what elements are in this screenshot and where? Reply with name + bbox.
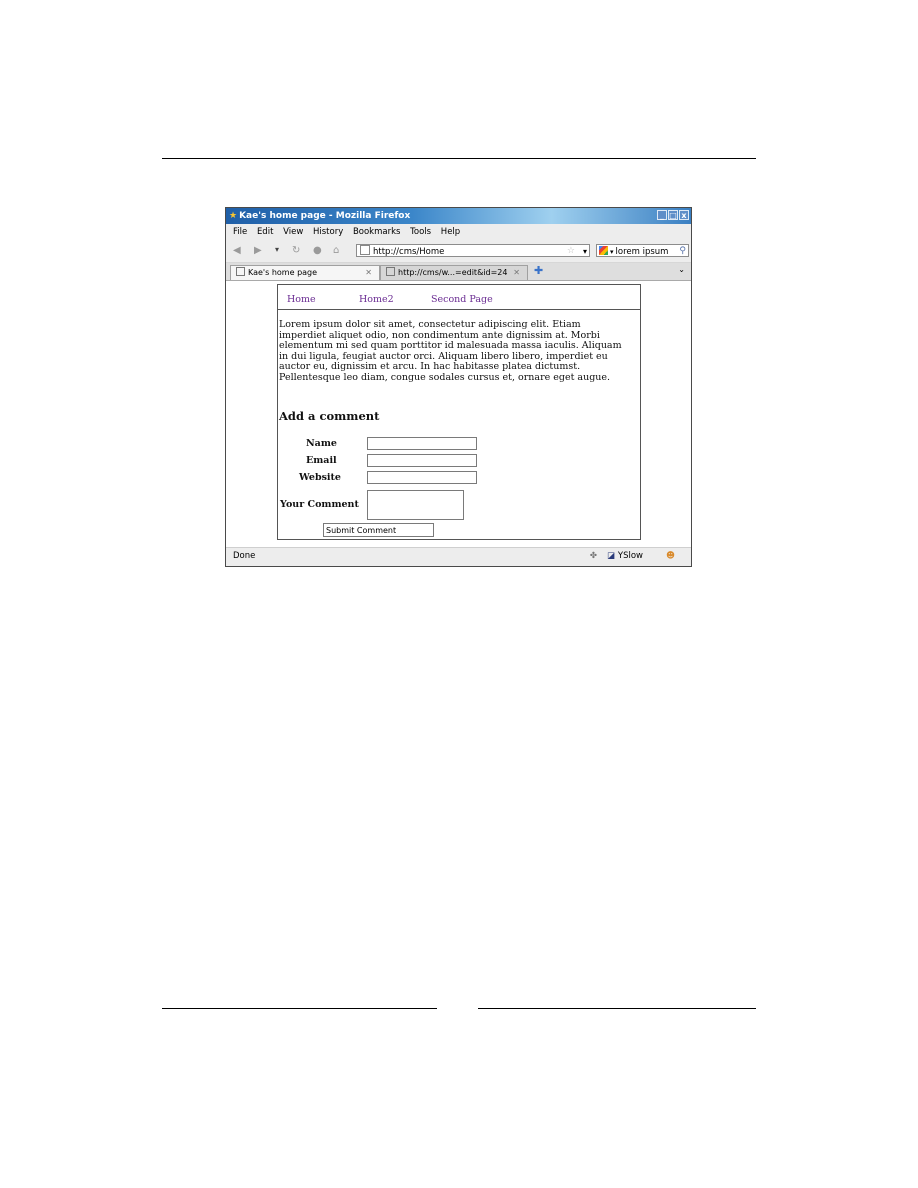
- firefox-icon: ★: [229, 211, 238, 221]
- comment-textarea[interactable]: [367, 490, 464, 520]
- search-icon[interactable]: ⚲: [679, 246, 686, 256]
- new-tab-icon[interactable]: ✚: [534, 264, 544, 277]
- site-favicon-icon: [360, 245, 370, 255]
- tab-edit[interactable]: [380, 265, 528, 280]
- menu-view[interactable]: View: [283, 227, 304, 237]
- minimize-button[interactable]: _: [657, 210, 667, 220]
- nav-second-page-link[interactable]: Second Page: [431, 294, 493, 305]
- top-rule: [162, 158, 756, 159]
- website-label: Website: [299, 472, 341, 483]
- status-text: Done: [233, 551, 256, 561]
- website-field[interactable]: [367, 471, 477, 484]
- menu-file[interactable]: File: [233, 227, 248, 237]
- title-bar: [226, 208, 691, 224]
- bottom-rule-left: [162, 1008, 437, 1009]
- menu-bar: [226, 224, 691, 240]
- back-icon[interactable]: ◀: [233, 245, 241, 256]
- url-bar[interactable]: [356, 244, 590, 257]
- menu-edit[interactable]: Edit: [256, 227, 274, 237]
- tab-list-dropdown-icon[interactable]: ⌄: [678, 265, 685, 274]
- body-paragraph: Lorem ipsum dolor sit amet, consectetur adipiscing elit. Etiam imperdiet aliquet odio, non condimentum ante dignissim at. Morbi elementum mi sed quam porttitor id malesuada massa iaculis. Aliquam in dui ligula, feugiat auctor orci. Aliquam libero libero, imperdiet eu auctor eu, dignissim et arcu. In hac habitasse platea dictumst. Pellentesque leo diam, congue sodales cursus et, ornare eget augue.: [279, 319, 622, 383]
- menu-bookmarks[interactable]: Bookmarks: [352, 227, 401, 237]
- close-button[interactable]: x: [679, 210, 689, 220]
- menu-tools[interactable]: Tools: [410, 227, 432, 237]
- bottom-rule-right: [478, 1008, 756, 1009]
- search-engine-dropdown-icon[interactable]: ▾: [610, 248, 614, 256]
- site-nav: [278, 285, 640, 310]
- tab-label: http://cms/w...=edit&id=24: [398, 268, 508, 277]
- tab-home[interactable]: [230, 265, 380, 280]
- home-icon[interactable]: ⌂: [333, 245, 340, 256]
- url-dropdown-icon[interactable]: ▾: [582, 247, 587, 256]
- history-dropdown-icon[interactable]: ▾: [275, 245, 280, 254]
- tab-bar: [226, 263, 691, 281]
- name-field[interactable]: [367, 437, 477, 450]
- page-icon: [236, 267, 245, 276]
- name-label: Name: [306, 438, 337, 449]
- stop-icon[interactable]: ●: [313, 245, 322, 256]
- maximize-button[interactable]: □: [669, 211, 677, 220]
- close-tab-icon[interactable]: ✕: [513, 268, 520, 277]
- addon-icon[interactable]: ✤: [589, 551, 597, 561]
- window-controls: [657, 210, 689, 220]
- page-icon: [386, 267, 395, 276]
- submit-comment-button[interactable]: Submit Comment: [323, 523, 434, 537]
- search-value: lorem ipsum: [615, 247, 669, 257]
- comment-heading: Add a comment: [279, 409, 380, 423]
- comment-label: Your Comment: [280, 499, 359, 510]
- status-bar: [226, 547, 691, 566]
- search-engine-icon[interactable]: [599, 246, 608, 255]
- url-text: http://cms/Home: [373, 247, 445, 257]
- reload-icon[interactable]: ↻: [292, 245, 301, 256]
- nav-home-link[interactable]: Home: [287, 294, 316, 305]
- bookmark-star-icon[interactable]: ☆: [566, 246, 575, 256]
- navigation-toolbar: [226, 240, 691, 263]
- yslow-icon[interactable]: ◪: [606, 551, 615, 561]
- nav-home2-link[interactable]: Home2: [359, 294, 394, 305]
- page-viewport: [226, 281, 691, 549]
- window-title: Kae's home page - Mozilla Firefox: [239, 211, 411, 221]
- browser-window: [225, 207, 692, 567]
- menu-history[interactable]: History: [312, 227, 344, 237]
- tab-label: Kae's home page: [248, 268, 318, 277]
- search-box[interactable]: [596, 244, 689, 257]
- firebug-icon[interactable]: ☻: [666, 551, 675, 561]
- page-container: [277, 284, 641, 540]
- forward-icon[interactable]: ▶: [254, 245, 262, 256]
- email-field[interactable]: [367, 454, 477, 467]
- email-label: Email: [306, 455, 337, 466]
- close-tab-icon[interactable]: ✕: [365, 268, 372, 277]
- menu-help[interactable]: Help: [440, 227, 461, 237]
- yslow-label[interactable]: YSlow: [617, 551, 643, 561]
